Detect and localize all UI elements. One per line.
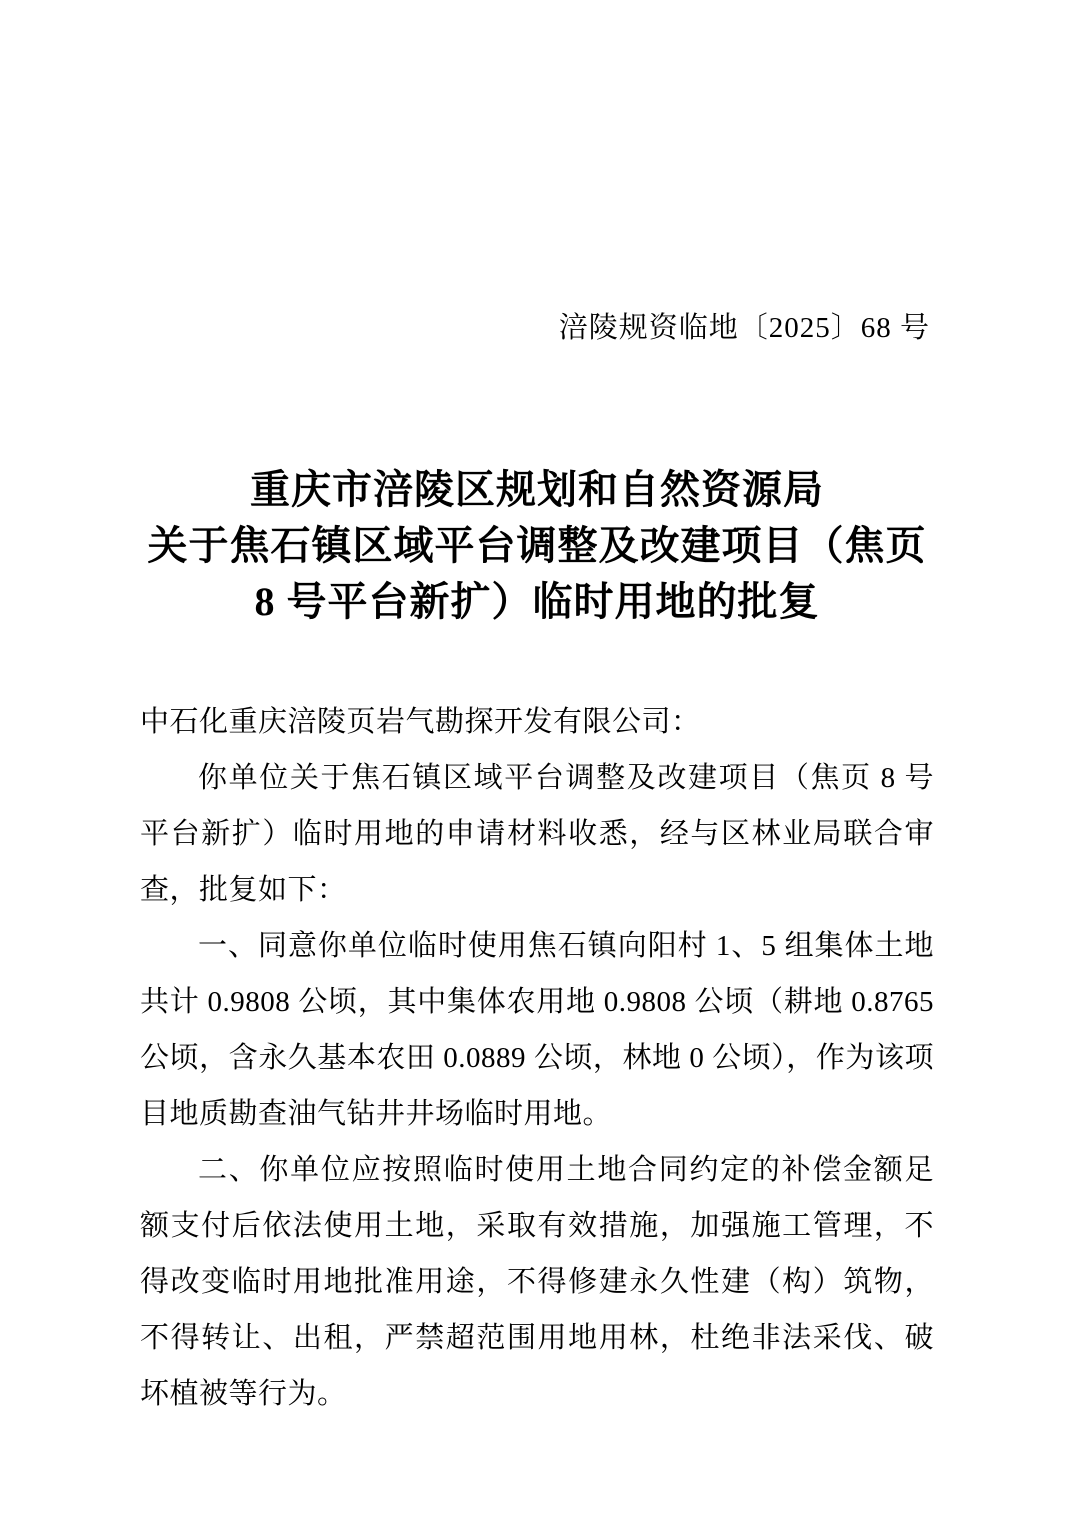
recipient-salutation: 中石化重庆涪陵页岩气勘探开发有限公司：	[140, 706, 701, 738]
document-title-line-1: 重庆市涪陵区规划和自然资源局	[250, 467, 824, 512]
approval-item-2-paragraph: 二、你单位应按照临时使用土地合同约定的补偿金额足额支付后依法使用土地，采取有效措施，加强施工管理，不得改变临时用地批准用途，不得修建永久性建（构）筑物，不得转让、出租，严禁超范围用地用林，杜绝非法采伐、破坏植被等行为。	[140, 1154, 934, 1410]
intro-paragraph: 你单位关于焦石镇区域平台调整及改建项目（焦页 8 号平台新扩）临时用地的申请材料收悉，经与区林业局联合审查，批复如下：	[140, 762, 934, 906]
document-title-line-2: 关于焦石镇区域平台调整及改建项目（焦页	[147, 523, 927, 568]
document-body	[140, 694, 934, 1422]
document-number: 涪陵规资临地〔2025〕68 号	[558, 312, 930, 344]
document-title-line-3: 8 号平台新扩）临时用地的批复	[254, 579, 820, 624]
approval-item-1-paragraph: 一、同意你单位临时使用焦石镇向阳村 1、5 组集体土地共计 0.9808 公顷，其中集体农用地 0.9808 公顷（耕地 0.8765 公顷，含永久基本农田 0.0889 公顷，林地 0 公顷），作为该项目地质勘查油气钻井井场临时用地。	[140, 930, 934, 1130]
document-title	[0, 462, 1074, 630]
